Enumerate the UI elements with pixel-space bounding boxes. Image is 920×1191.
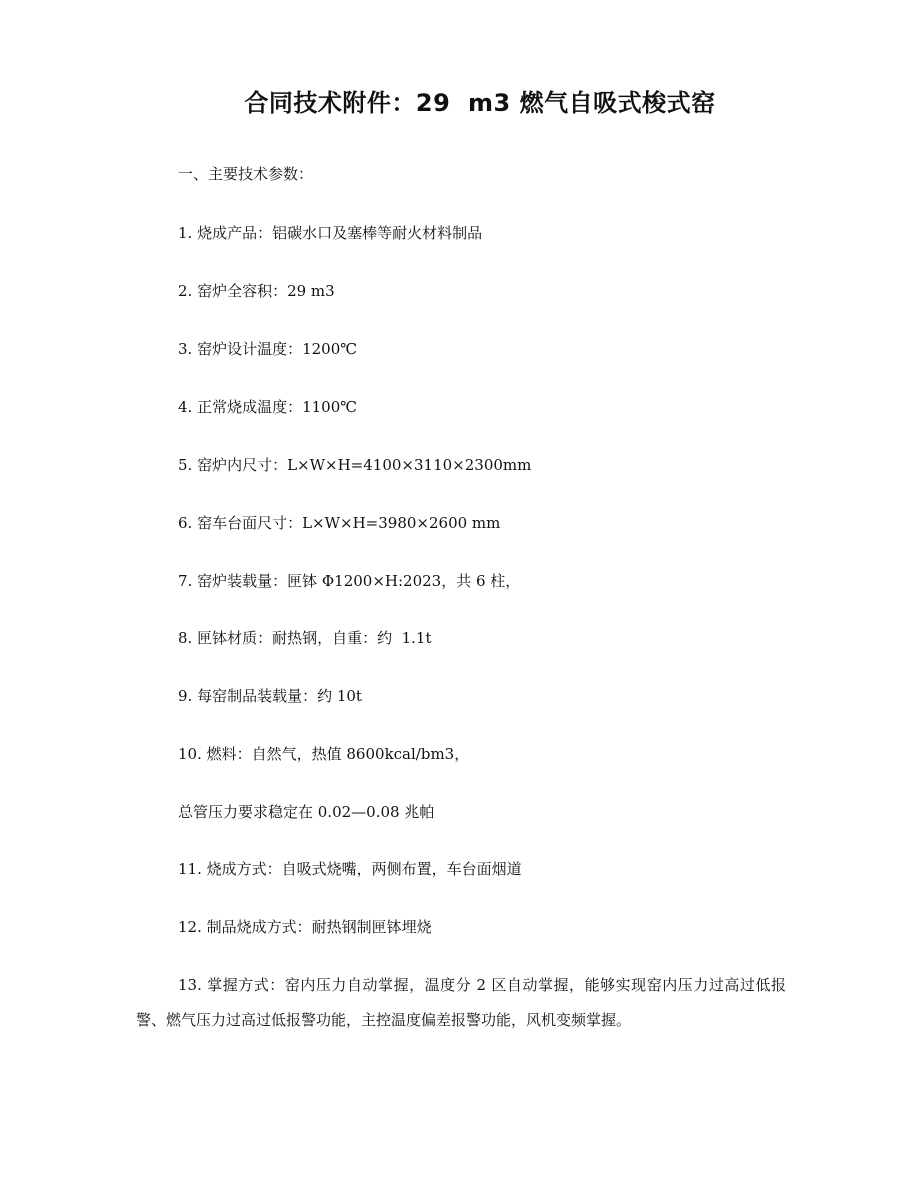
spec-item-10-continuation: 总管压力要求稳定在 0.02—0.08 兆帕 bbox=[178, 803, 435, 821]
spec-item-2: 2. 窑炉全容积：29 m3 bbox=[178, 282, 335, 300]
spec-item-5: 5. 窑炉内尺寸：L×W×H=4100×3110×2300mm bbox=[178, 456, 532, 474]
spec-item-13-paragraph: 13. 掌握方式：窑内压力自动掌握，温度分 2 区自动掌握，能够实现窑内压力过高过低报警、燃气压力过高过低报警功能，主控温度偏差报警功能，风机变频掌握。 bbox=[136, 976, 786, 1029]
spec-item-10: 10. 燃料：自然气，热值 8600kcal/bm3， bbox=[178, 745, 470, 763]
spec-item-1: 1. 烧成产品：铝碳水口及塞棒等耐火材料制品 bbox=[178, 224, 483, 242]
spec-item-3: 3. 窑炉设计温度：1200℃ bbox=[178, 340, 358, 358]
section-heading: 一、主要技术参数： bbox=[178, 165, 314, 183]
spec-item-6: 6. 窑车台面尺寸：L×W×H=3980×2600 mm bbox=[178, 514, 501, 532]
spec-item-4: 4. 正常烧成温度：1100℃ bbox=[178, 398, 358, 416]
spec-item-9: 9. 每窑制品装载量：约 10t bbox=[178, 687, 362, 705]
spec-item-8: 8. 匣钵材质：耐热钢，自重：约 1.1t bbox=[178, 629, 432, 647]
document-title: 合同技术附件：29 m3 燃气自吸式梭式窑 bbox=[244, 89, 716, 117]
spec-item-7: 7. 窑炉装载量：匣钵 Φ1200×H:2023，共 6 柱， bbox=[178, 572, 521, 590]
spec-item-12: 12. 制品烧成方式：耐热钢制匣钵埋烧 bbox=[178, 918, 432, 936]
spec-item-11: 11. 烧成方式：自吸式烧嘴，两侧布置，车台面烟道 bbox=[178, 860, 522, 878]
